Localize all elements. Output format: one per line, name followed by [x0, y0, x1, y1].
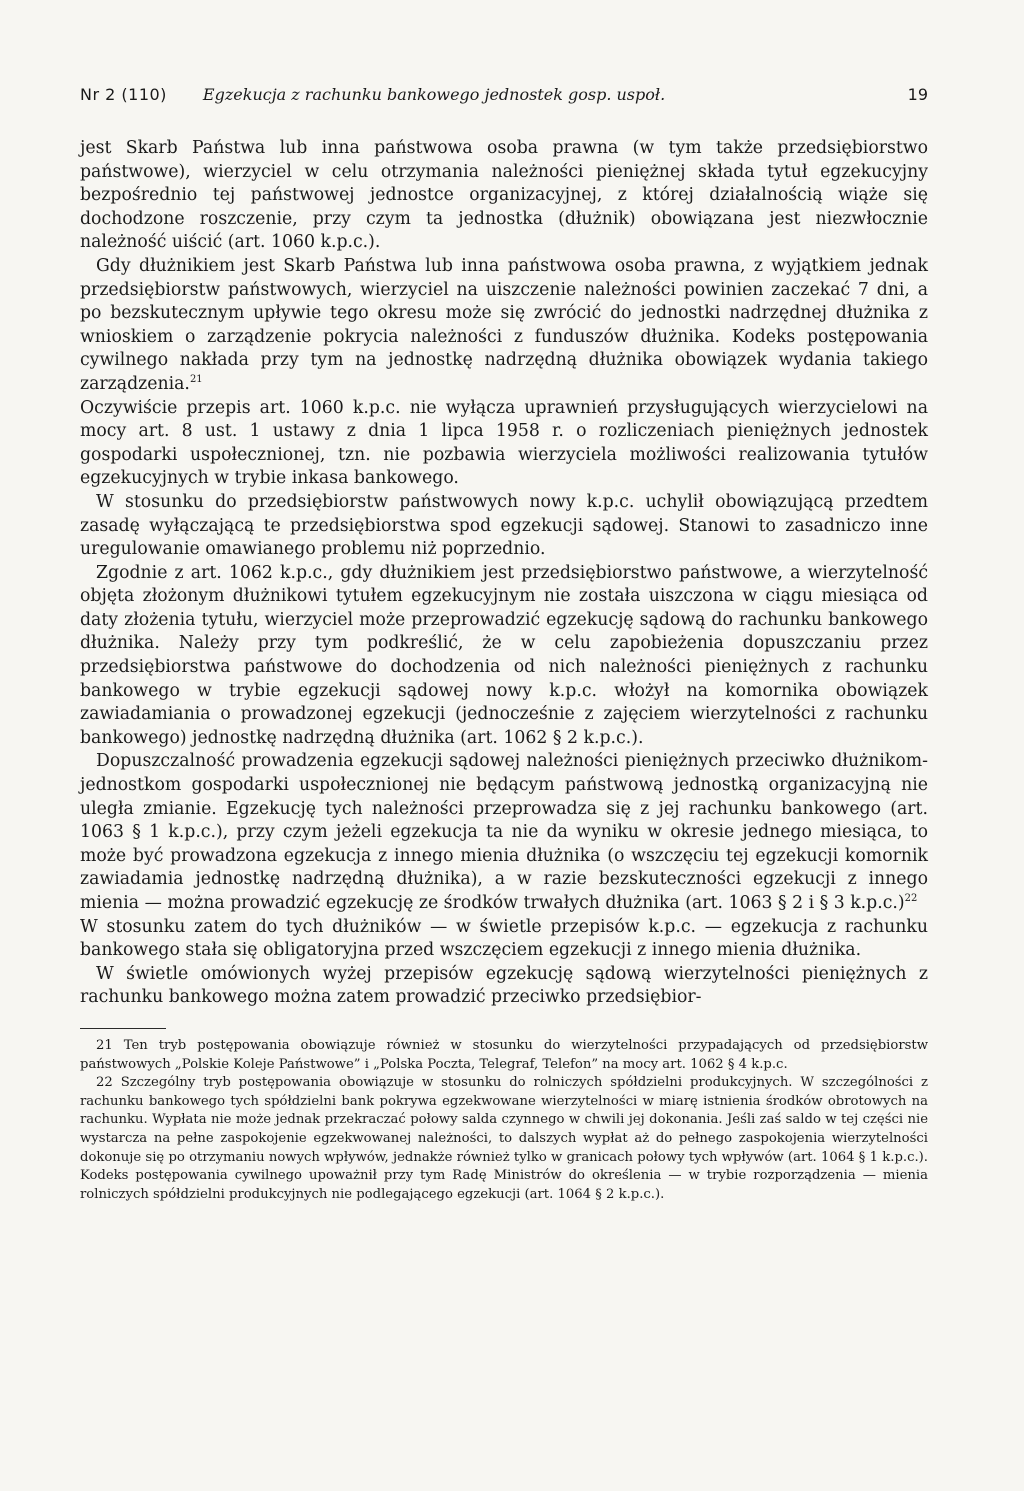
- paragraph: W stosunku do przedsiębiorstw państwowych nowy k.p.c. uchylił obowiązującą przedtem zasadę wyłączającą te przedsiębiorstwa spod egzekucji sądowej. Stanowi to zasadniczo inne uregulowanie omawianego problemu niż poprzednio.: [80, 491, 928, 560]
- page-number: 19: [907, 85, 928, 104]
- running-title: Egzekucja z rachunku bankowego jednostek gosp. uspoł.: [202, 85, 666, 104]
- body-text: [80, 137, 928, 1010]
- paragraph: Zgodnie z art. 1062 k.p.c., gdy dłużnikiem jest przedsiębiorstwo państwowe, a wierzytelność objęta złożonym dłużnikowi tytułem egzekucyjnym nie została uiszczona w ciągu miesiąca od daty złożenia tytułu, wierzyciel może przeprowadzić egzekucję sądową do rachunku bankowego dłużnika. Należy przy tym podkreślić, że w celu zapobieżenia dopuszczaniu przez przedsiębiorstwa państwowe do dochodzenia od nich należności pieniężnych z rachunku bankowego w trybie egzekucji sądowej nowy k.p.c. włożył na komornika obowiązek zawiadamiania o prowadzonej egzekucji (jednocześnie z zajęciem wierzytelności z rachunku bankowego) jednostkę nadrzędną dłużnika (art. 1062 § 2 k.p.c.).: [80, 562, 928, 748]
- footnote: 22 Szczególny tryb postępowania obowiązuje w stosunku do rolniczych spółdzielni produkcyjnych. W szczególności z rachunku bankowego tych spółdzielni bank pokrywa egzekwowane wierzytelności w miarę istnienia środków obrotowych na rachunku. Wypłata nie może jednak przekraczać połowy salda czynnego w chwili jej dokonania. Jeśli zaś saldo w tej części nie wystarcza na pełne zaspokojenie egzekwowanej należności, to dalszych wypłat aż do pełnego zaspokojenia wierzytelności dokonuje się po otrzymaniu nowych wpływów, jednakże również tylko w granicach połowy tych wpływów (art. 1064 § 1 k.p.c.). Kodeks postępowania cywilnego upoważnił przy tym Radę Ministrów do określenia — w trybie rozporządzenia — mienia rolniczych spółdzielni produkcyjnych nie podlegającego egzekucji (art. 1064 § 2 k.p.c.).: [80, 1075, 928, 1202]
- footnote-separator: [80, 1028, 166, 1029]
- issue-number: Nr 2 (110): [80, 85, 167, 104]
- page: [80, 85, 928, 1204]
- paragraph: Gdy dłużnikiem jest Skarb Państwa lub inna państwowa osoba prawna, z wyjątkiem jednak przedsiębiorstw państwowych, wierzyciel na uiszczenie należności powinien zaczekać 7 dni, a po bezskutecznym upływie tego okresu może się zwrócić do jednostki nadrzędnej dłużnika z wnioskiem o zarządzenie pokrycia należności z funduszów dłużnika. Kodeks postępowania cywilnego nakłada przy tym na jednostkę nadrzędną dłużnika obowiązek wydania takiego zarządzenia.$^{21}$: [80, 255, 928, 394]
- paragraph: jest Skarb Państwa lub inna państwowa osoba prawna (w tym także przedsiębiorstwo państwowe), wierzyciel w celu otrzymania należności pieniężnej składa tytuł egzekucyjny bezpośrednio tej państwowej jednostce organizacyjnej, z której działalnością wiąże się dochodzone roszczenie, przy czym ta jednostka (dłużnik) obowiązana jest niezwłocznie należność uiścić (art. 1060 k.p.c.).: [80, 138, 928, 253]
- paragraph: W stosunku zatem do tych dłużników — w świetle przepisów k.p.c. — egzekucja z rachunku bankowego stała się obligatoryjna przed wszczęciem egzekucji z innego mienia dłużnika.: [80, 916, 928, 961]
- footnotes: [80, 1037, 928, 1204]
- paragraph: W świetle omówionych wyżej przepisów egzekucję sądową wierzytelności pieniężnych z rachunku bankowego można zatem prowadzić przeciwko przedsiębior-: [80, 963, 928, 1008]
- running-head: [80, 85, 928, 117]
- paragraph: Dopuszczalność prowadzenia egzekucji sądowej należności pieniężnych przeciwko dłużnikom-jednostkom gospodarki uspołecznionej nie będącym państwową jednostką organizacyjną nie uległa zmianie. Egzekucję tych należności przeprowadza się z jej rachunku bankowego (art. 1063 § 1 k.p.c.), przy czym jeżeli egzekucja ta nie da wyniku w okresie jednego miesiąca, to może być prowadzona egzekucja z innego mienia dłużnika (o wszczęciu tej egzekucji komornik zawiadamia jednostkę nadrzędną dłużnika), a w razie bezskuteczności egzekucji z innego mienia — można prowadzić egzekucję ze środków trwałych dłużnika (art. 1063 § 2 i § 3 k.p.c.)$^{22}$: [80, 751, 928, 913]
- paragraph: Oczywiście przepis art. 1060 k.p.c. nie wyłącza uprawnień przysługujących wierzycielowi na mocy art. 8 ust. 1 ustawy z dnia 1 lipca 1958 r. o rozliczeniach pieniężnych jednostek gospodarki uspołecznionej, tzn. nie pozbawia wierzyciela możliwości realizowania tytułów egzekucyjnych w trybie inkasa bankowego.: [80, 397, 928, 489]
- footnote-ref: 21: [189, 374, 203, 386]
- footnote-ref: 22: [904, 893, 918, 905]
- footnote: 21 Ten tryb postępowania obowiązuje również w stosunku do wierzytelności przypadających od przedsiębiorstw państwowych „Polskie Koleje Państwowe” i „Polska Poczta, Telegraf, Telefon” na mocy art. 1062 § 4 k.p.c.: [80, 1037, 928, 1072]
